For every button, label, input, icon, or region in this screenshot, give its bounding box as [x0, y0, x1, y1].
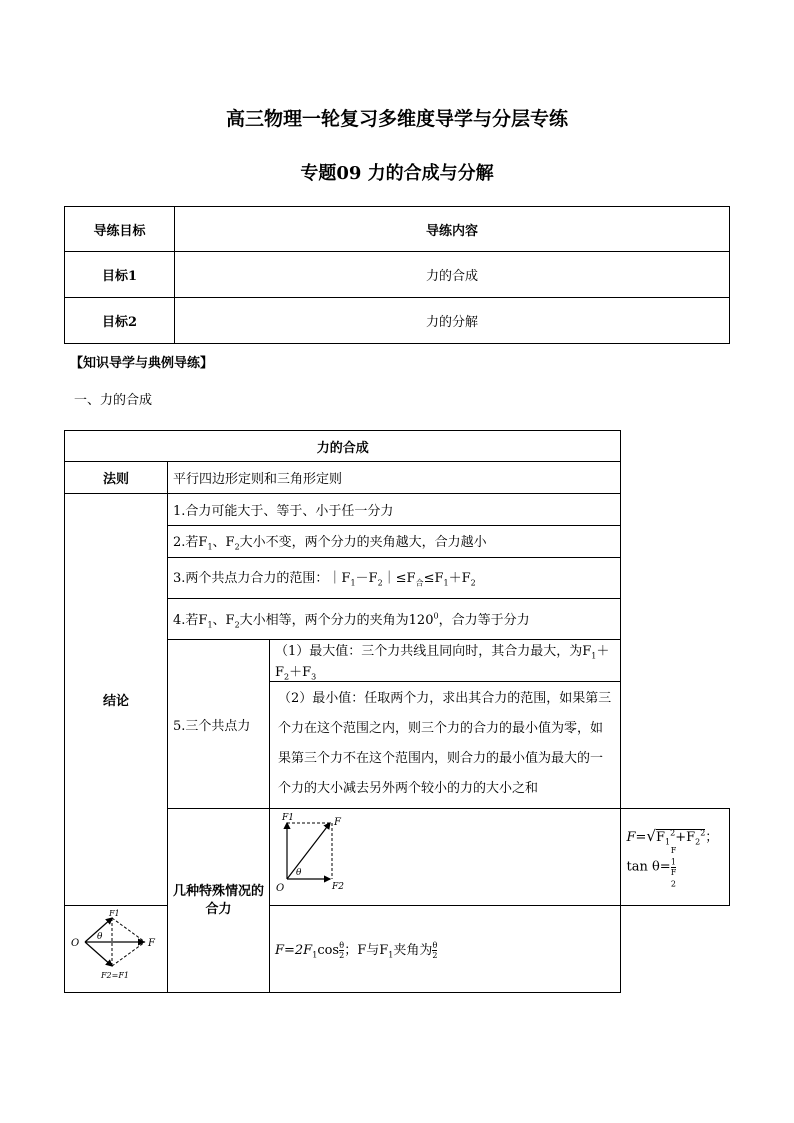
table-title-row — [65, 431, 730, 462]
rule-row — [65, 462, 730, 494]
formula-equal: $F=2F_1\cos$ $\frac{\theta}{2}$ ；F与$F_1$夹角为 $\frac{\theta}{2}$ — [270, 906, 621, 993]
label-O: O — [71, 938, 80, 950]
table-title: 力的合成 — [65, 431, 621, 462]
goal-table-header-row — [65, 207, 730, 252]
conclusion-4: 4.若$F_1$、$F_2$大小相等，两个分力的夹角为$120^0$，合力等于分力 — [168, 599, 621, 640]
diagram-equal-cell — [65, 906, 168, 993]
formula-perpendicular: $F=√F_1^2+F_2^2$；tan θ= F $_1$ F $_2$ — [621, 809, 730, 906]
content-column-header: 导练内容 — [175, 207, 730, 252]
table-row — [65, 298, 730, 344]
force-composition-table — [64, 430, 730, 993]
rule-text: 平行四边形定则和三角形定则 — [168, 462, 621, 494]
conclusion-row — [65, 494, 730, 526]
special-case-row — [65, 906, 730, 993]
label-F: F — [148, 938, 155, 950]
label-F1: F1 — [109, 909, 120, 919]
goal-cell: 目标2 — [65, 298, 175, 344]
conclusion-1: 1.合力可能大于、等于、小于任一分力 — [168, 494, 621, 526]
equal-forces-diagram — [65, 906, 167, 988]
conclusion-2: 2.若$F_1$、$F_2$大小不变，两个分力的夹角越大，合力越小 — [168, 526, 621, 558]
label-F2: F2 — [332, 882, 344, 893]
main-title: 高三物理一轮复习多维度导学与分层专练 — [225, 108, 568, 130]
label-F1: F1 — [282, 813, 294, 824]
label-F2-equals-F1: F2=F1 — [101, 971, 129, 981]
conclusion-label: 结论 — [65, 494, 168, 906]
goal-column-header: 导练目标 — [65, 207, 175, 252]
sub-title: 专题09 力的合成与分解 — [300, 163, 494, 184]
label-F: F — [334, 817, 341, 829]
diagram-perpendicular-cell — [270, 809, 621, 906]
label-theta: θ — [97, 932, 103, 943]
label-theta: θ — [296, 868, 302, 879]
conclusion-3: 3.两个共点力合力的范围：$|F_1-F_2|\le F_合\le F_1+F_2$ — [168, 558, 621, 599]
knowledge-heading: 【知识导学与典例导练】 — [70, 356, 214, 371]
content-cell: 力的合成 — [175, 252, 730, 298]
rule-label: 法则 — [65, 462, 168, 494]
table-row — [65, 252, 730, 298]
special-case-label: 几种特殊情况的合力 — [168, 809, 270, 993]
label-O: O — [276, 883, 285, 895]
goal-table — [64, 206, 730, 344]
perpendicular-forces-diagram — [270, 809, 372, 901]
section-1-heading: 一、力的合成 — [74, 393, 153, 408]
goal-cell: 目标1 — [65, 252, 175, 298]
content-cell: 力的分解 — [175, 298, 730, 344]
conclusion-5-max: （1）最大值：三个力共线且同向时，其合力最大，为$F_1+F_2+F_3$ — [270, 640, 621, 682]
conclusion-5-min: （2）最小值：任取两个力，求出其合力的范围，如果第三个力在这个范围之内，则三个力的合力的最小值为零，如果第三个力不在这个范围内，则合力的最小值为最大的一个力的大小减去另外两个较小的力的大小之和 — [270, 682, 621, 809]
conclusion-5-label: 5.三个共点力 — [168, 640, 270, 809]
